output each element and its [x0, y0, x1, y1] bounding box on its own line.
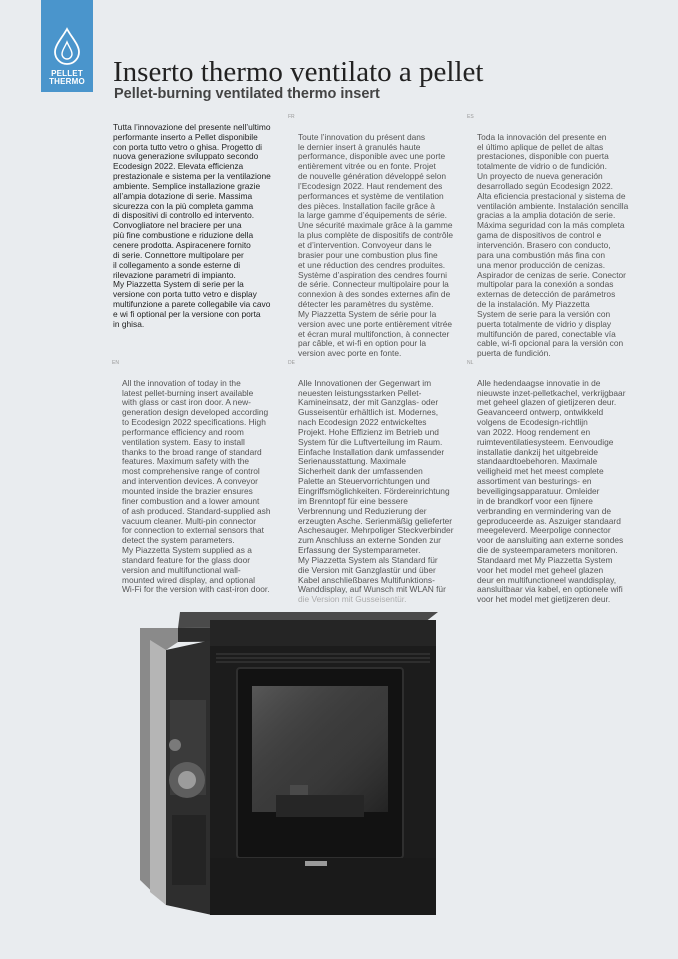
lang-code-nl: NL: [467, 360, 474, 366]
text-es: Toda la innovación del presente en el último aplique de pellet de altas prestaciones, disponible con puerta totalmente de vidrio o de fundición. Un proyecto de nueva generación desarrollado según Ecodesign 2022. Alta eficiencia prestacional y sistema de ventilación ambiente. Instalación sencilla gracias a la amplia dotación de serie. Máxima seguridad con la más completa gama de dispositivos de control e intervención. Brasero con conducto, para una combustión más fina con una menor producción de cenizas. Aspirador de cenizas de serie. Conector multipolar para la conexión a sondas externas de detección de parámetros de la instalación. My Piazzetta System de serie para la versión con puerta totalmente de vidrio y display multifunción de pared, conectable vía cable, wi-fi opcional para la versión con puerta de fundición.: [477, 131, 629, 359]
lang-code-de: DE: [288, 360, 295, 366]
text-nl: Alle hedendaagse innovatie in de nieuwste inzet-pelletkachel, verkrijgbaar met geheel glazen of gietijzeren deur. Geavanceerd ontwerp, ontwikkeld volgens de Ecodesign-richtlijn van 2022. Hoog rendement en ruimteventilatiesysteem. Eenvoudige installatie dankzij het uitgebreide standaardtoebehoren. Maximale veiligheid met het meest complete assortiment van besturings- en beveiligingsapparatuur. Omleider in de brandkorf voor een fijnere verbranding en vermindering van de geproduceerde as. Aszuiger standaard meegeleverd. Meerpolige connector voor de aansluiting aan externe sondes die de systeemparameters monitoren. Standaard met My Piazzetta System voor het model met geheel glazen deur en multifunctioneel wanddisplay, aansluitbaar via kabel, en optionele wifi voor het model met gietijzeren deur.: [477, 377, 626, 605]
lang-code-en: EN: [112, 360, 119, 366]
stove-nameplate: [305, 861, 327, 866]
lang-code-es: ES: [467, 114, 474, 120]
text-de: Alle Innovationen der Gegenwart im neuesten leistungsstarken Pellet- Kamineinsatz, der mit Ganzglas- oder Gusseisentür erhältlich ist. Modernes, nach Ecodesign 2022 entwickeltes Projekt. Hohe Effizienz im Betrieb und System für die Luftverteilung im Raum. Einfache Installation dank umfassender Serienausstattung. Maximale Sicherheit dank der umfassenden Palette an Steuervorrichtungen und Eingriffsmöglichkeiten. Fördereinrichtung im Brenntopf für eine bessere Verbrennung und Reduzierung der erzeugten Asche. Serienmäßig gelieferter Aschesauger. Mehrpoliger Steckverbinder zum Anschluss an externe Sonden zur Erfassung der Systemparameter. My Piazzetta System als Standard für die Version mit Ganzglastür und über Kabel anschließbares Multifunktions- Wanddisplay, auf Wunsch mit WLAN für: [298, 377, 454, 595]
text-de-faded: die Version mit Gusseisentür.: [298, 594, 407, 605]
badge-line-thermo: THERMO: [49, 77, 85, 86]
text-fr: Toute l’innovation du présent dans le dernier insert à granulés haute performance, disponible avec une porte entièrement vitrée ou en fonte. Projet de nouvelle génération développé selon l’Ecodesign 2022. Haut rendement des performances et système de ventilation des pièces. Installation facile grâce à la large gamme d’équipements de série. Une sécurité maximale grâce à la gamme la plus complète de dispositifs de contrôle et d’intervention. Convoyeur dans le brasier pour une combustion plus fine et une réduction des cendres produites. Système d’aspiration des cendres fourni de série. Connecteur multipolaire pour la connexion à des sondes externes afin de détecter les paramètres du système. My Piazzetta System de série pour la version avec une porte entièrement vitrée et écran mural multifonction, à connecter par câble, et wi-fi en option pour la version avec porte en fonte.: [298, 131, 454, 359]
text-en: All the innovation of today in the latest pellet-burning insert available with glass or cast iron door. A new- generation design developed according to Ecodesign 2022 specifications. High performance efficiency and room ventilation system. Easy to install thanks to the broad range of standard features. Maximum safety with the most comprehensive range of control and intervention devices. A conveyor mounted inside the brazier ensures finer combustion and a lower amount of ash produced. Standard-supplied ash vacuum cleaner. Multi-pin connector for connection to external sensors that detect the system parameters. My Piazzetta System supplied as a standard feature for the glass door version and multifunctional wall- mounted wired display, and optional Wi-Fi for the version with cast-iron door.: [122, 377, 271, 595]
page-title: Inserto thermo ventilato a pellet: [113, 56, 484, 88]
text-it: Tutta l’innovazione del presente nell’ultimo performante inserto a Pellet disponibile con porta tutto vetro o ghisa. Progetto di nuova generazione sviluppato secondo Ecodesign 2022. Elevata efficienza prestazionale e sistema per la ventilazione ambiente. Semplice installazione grazie all’ampia dotazione di serie. Massima sicurezza con la più completa gamma di dispositivi di controllo ed intervento. Convogliatore nel braciere per una più fine combustione e riduzione della cenere prodotta. Aspiracenere fornito di serie. Connettore multipolare per il collegamento a sonde esterne di rilevazione parametri di impianto. My Piazzetta System di serie per la versione con porta tutto vetro e display multifunzione a parete collegabile via cavo e wi fi optional per la versione con porta in ghisa.: [113, 121, 271, 329]
lang-code-fr: FR: [288, 114, 295, 120]
badge-line-pellet: PELLET: [51, 69, 83, 78]
page-subtitle: Pellet-burning ventilated thermo insert: [114, 86, 380, 102]
